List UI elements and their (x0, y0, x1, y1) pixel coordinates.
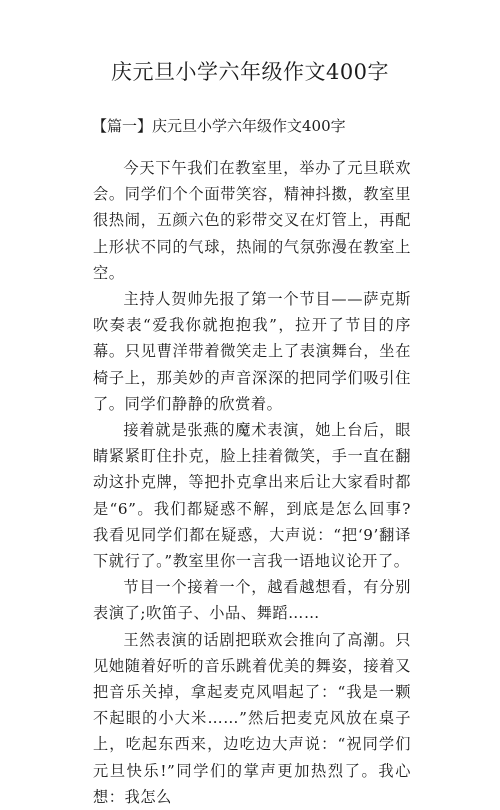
document-title: 庆元旦小学六年级作文400字 (110, 60, 390, 84)
section-heading: 【篇一】庆元旦小学六年级作文400字 (92, 117, 346, 135)
document-body (93, 155, 411, 810)
paragraph: 节目一个接着一个，越看越想看，有分别表演了;吹笛子、小品、舞蹈…… (93, 578, 411, 623)
paragraph: 主持人贺帅先报了第一个节目——萨克斯吹奏表“爱我你就抱抱我”，拉开了节目的序幕。只见曹洋带着微笑走上了表演舞台，坐在椅子上，那美妙的声音深深的把同学们吸引住了。同学们静静的欣赏着。 (93, 290, 411, 413)
paragraph: 今天下午我们在教室里，举办了元旦联欢会。同学们个个面带笑容，精神抖擞，教室里很热闹，五颜六色的彩带交叉在灯管上，再配上形状不同的气球，热闹的气氛弥漫在教室上空。 (93, 159, 411, 282)
paragraph: 接着就是张燕的魔术表演，她上台后，眼睛紧紧盯住扑克，脸上挂着微笑，手一直在翻动这扑克牌，等把扑克拿出来后让大家看时都是“6”。我们都疑惑不解，到底是怎么回事?我看见同学们都在疑惑，大声说：“把‘9’翻译下就行了。”教室里你一言我一语地议论开了。 (93, 421, 411, 571)
paragraph: 王然表演的话剧把联欢会推向了高潮。只见她随着好听的音乐跳着优美的舞姿，接着又把音乐关掉，拿起麦克风唱起了：“我是一颗不起眼的小大米……”然后把麦克风放在桌子上，吃起东西来，边吃边大声说：“祝同学们元旦快乐!”同学们的掌声更加热烈了。我心想：我怎么 (93, 630, 411, 806)
